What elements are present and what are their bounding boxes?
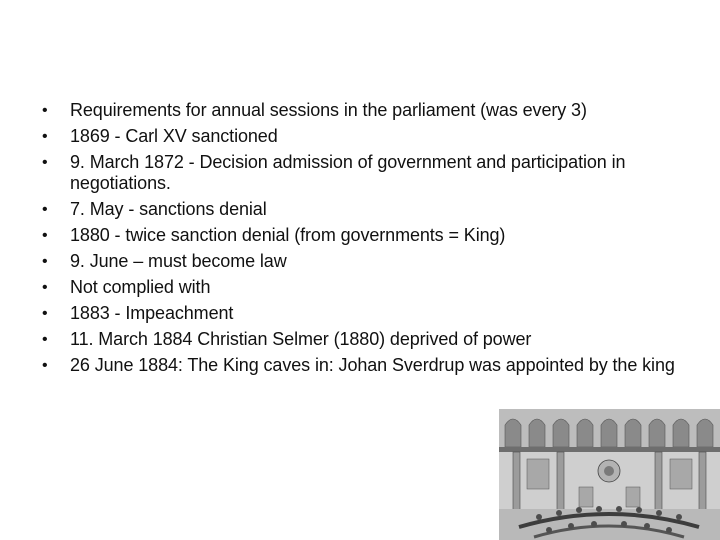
bullet-text: Requirements for annual sessions in the parliament (was every 3) <box>70 100 587 120</box>
bullet-dot: • <box>42 305 48 322</box>
bullet-item <box>36 100 676 121</box>
bullet-dot: • <box>42 201 48 218</box>
bullet-text: 1883 - Impeachment <box>70 303 234 323</box>
bullet-dot: • <box>42 227 48 244</box>
bullet-item <box>36 225 676 246</box>
bullet-text: 9. March 1872 - Decision admission of government and participation in negotiations. <box>70 152 626 193</box>
bullet-item <box>36 126 676 147</box>
bullet-list <box>36 100 676 381</box>
bullet-text: Not complied with <box>70 277 211 297</box>
bullet-dot: • <box>42 331 48 348</box>
bullet-text: 1880 - twice sanction denial (from governments = King) <box>70 225 506 245</box>
bullet-item <box>36 355 676 376</box>
bullet-dot: • <box>42 357 48 374</box>
bullet-item <box>36 199 676 220</box>
bullet-dot: • <box>42 279 48 296</box>
parliament-chamber-image <box>499 409 720 540</box>
bullet-dot: • <box>42 128 48 145</box>
bullet-text: 1869 - Carl XV sanctioned <box>70 126 278 146</box>
bullet-text: 26 June 1884: The King caves in: Johan Sverdrup was appointed by the king <box>70 355 675 375</box>
engraving-drawing <box>499 409 720 540</box>
bullet-item <box>36 277 676 298</box>
bullet-dot: • <box>42 253 48 270</box>
bullet-text: 11. March 1884 Christian Selmer (1880) deprived of power <box>70 329 532 349</box>
bullet-text: 9. June – must become law <box>70 251 287 271</box>
bullet-item <box>36 152 676 194</box>
bullet-item <box>36 303 676 324</box>
bullet-dot: • <box>42 154 48 171</box>
bullet-item <box>36 329 676 350</box>
bullet-dot: • <box>42 102 48 119</box>
bullet-item <box>36 251 676 272</box>
bullet-text: 7. May - sanctions denial <box>70 199 267 219</box>
